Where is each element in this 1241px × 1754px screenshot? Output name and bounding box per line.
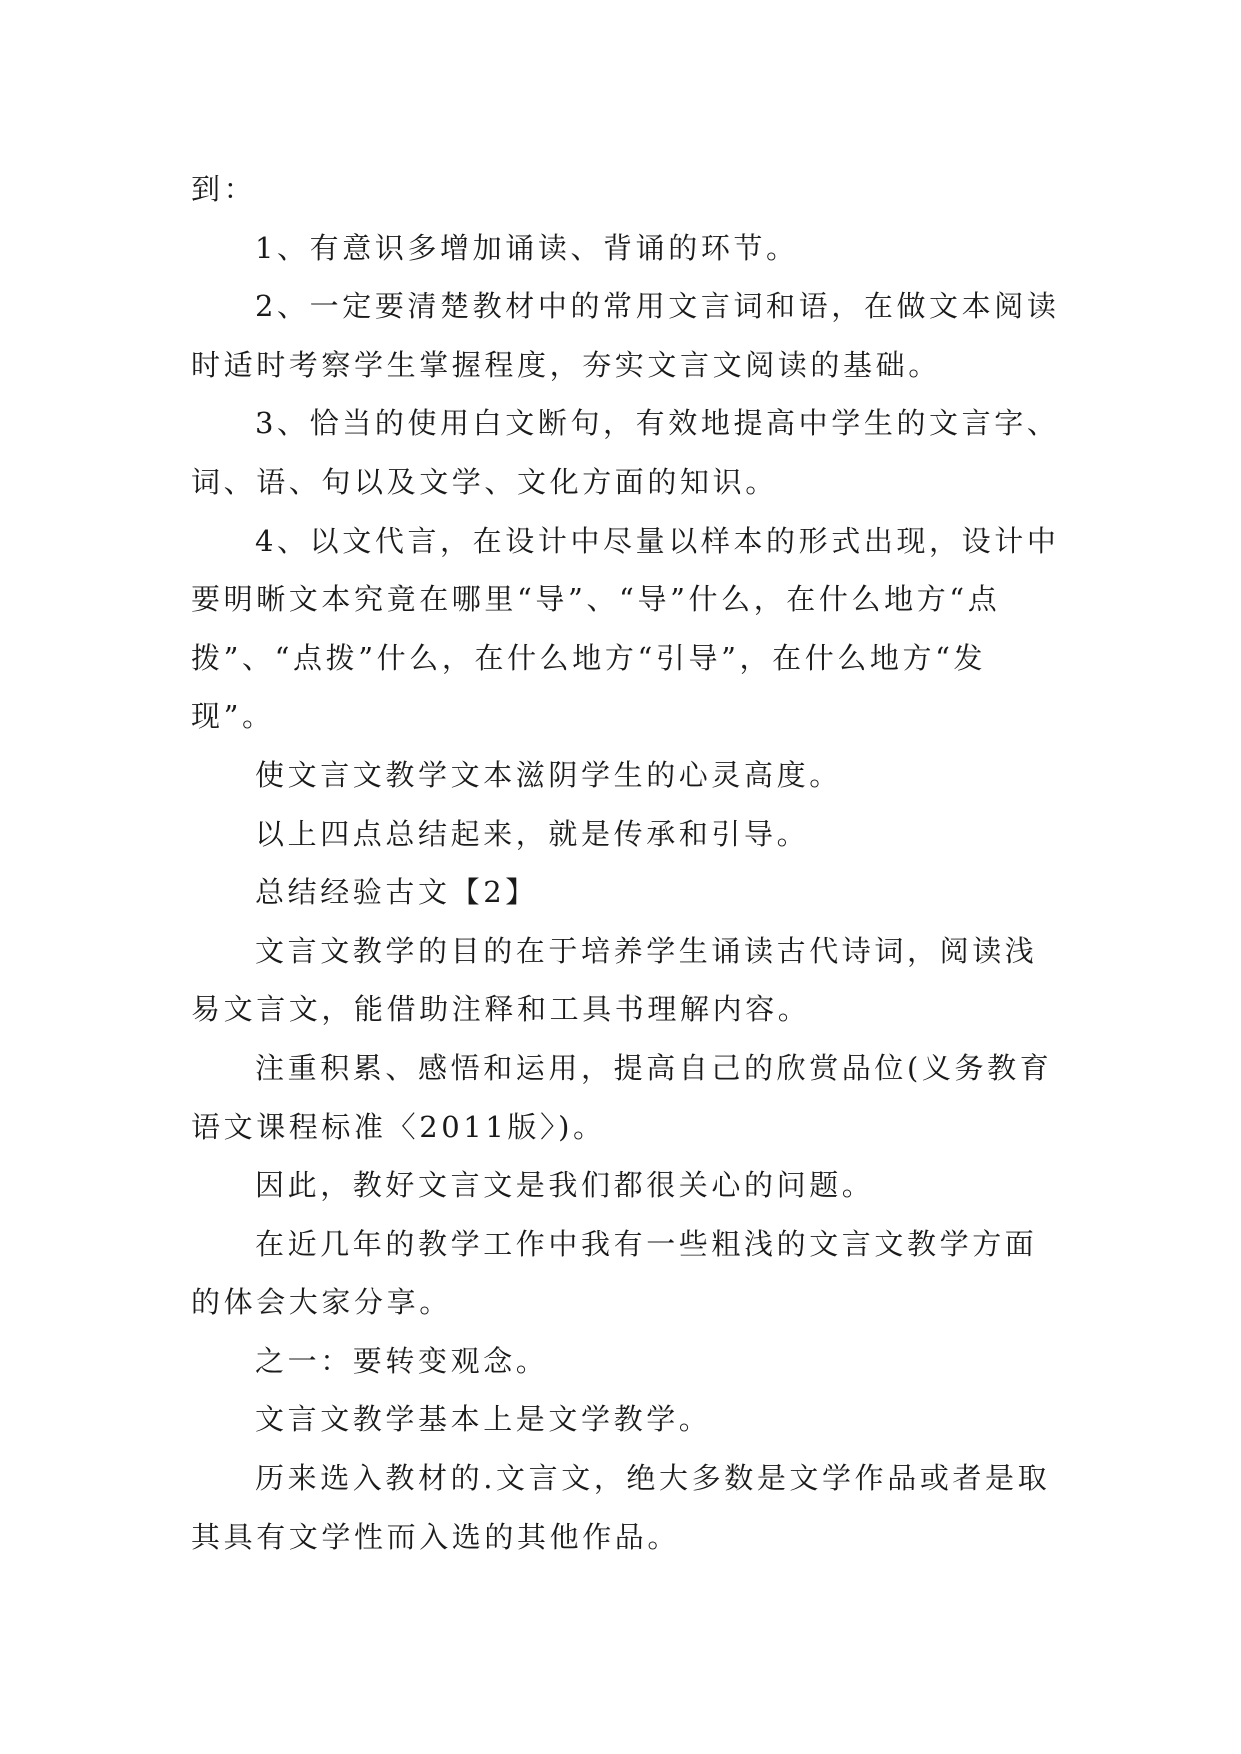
paragraph: 3、恰当的使用白文断句，有效地提高中学生的文言字、词、语、句以及文学、文化方面的知识。 bbox=[191, 406, 1060, 499]
paragraph: 2、一定要清楚教材中的常用文言词和语，在做文本阅读时适时考察学生掌握程度，夯实文言文阅读的基础。 bbox=[191, 289, 1060, 382]
paragraph: 1、有意识多增加诵读、背诵的环节。 bbox=[255, 230, 799, 265]
paragraph: 因此，教好文言文是我们都很关心的问题。 bbox=[255, 1168, 875, 1203]
paragraph: 使文言文教学文本滋阴学生的心灵高度。 bbox=[255, 757, 842, 792]
section-heading: 总结经验古文【2】 bbox=[255, 875, 538, 910]
paragraph: 4、以文代言，在设计中尽量以样本的形式出现，设计中要明晰文本究竟在哪里“导”、“导”什么，在什么地方“点拨”、“点拨”什么，在什么地方“引导”，在什么地方“发现”。 bbox=[191, 523, 1060, 734]
paragraph: 历来选入教材的.文言文，绝大多数是文学作品或者是取其具有文学性而入选的其他作品。 bbox=[191, 1461, 1051, 1554]
paragraph: 文言文教学的目的在于培养学生诵读古代诗词，阅读浅易文言文，能借助注释和工具书理解内容。 bbox=[191, 933, 1038, 1027]
paragraph: 在近几年的教学工作中我有一些粗浅的文言文教学方面的体会大家分享。 bbox=[191, 1226, 1038, 1320]
paragraph: 到： bbox=[191, 172, 257, 206]
paragraph: 注重积累、感悟和运用，提高自己的欣赏品位(义务教育语文课程标准〈2011版〉)。 bbox=[191, 1050, 1053, 1144]
paragraph: 之一：要转变观念。 bbox=[255, 1343, 549, 1378]
document-body bbox=[191, 160, 1061, 1566]
paragraph: 文言文教学基本上是文学教学。 bbox=[255, 1402, 712, 1437]
paragraph: 以上四点总结起来，就是传承和引导。 bbox=[255, 816, 810, 851]
